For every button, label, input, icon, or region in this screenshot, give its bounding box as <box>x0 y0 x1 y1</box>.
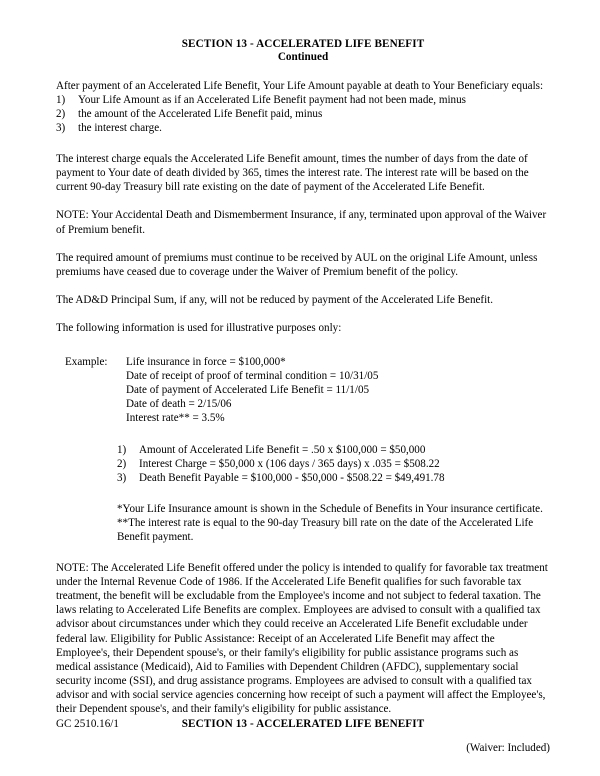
list-item <box>117 443 550 457</box>
example-line: Interest rate** = 3.5% <box>126 412 225 425</box>
spacer <box>56 135 550 152</box>
list-item <box>56 93 550 107</box>
page-footer <box>56 718 550 754</box>
list-item-text: Your Life Amount as if an Accelerated Life Benefit payment had not been made, minus <box>78 93 466 106</box>
page-header <box>56 38 550 65</box>
list-item-text: the amount of the Accelerated Life Benefit paid, minus <box>78 108 323 120</box>
intro-list <box>56 93 550 135</box>
list-item-text: Death Benefit Payable = $100,000 - $50,000 - $508.22 = $49,491.78 <box>139 471 445 484</box>
example-line: Date of death = 2/15/06 <box>126 398 232 411</box>
intro-paragraph: After payment of an Accelerated Life Benefit, Your Life Amount payable at death to Your Beneficiary equals: <box>56 79 544 92</box>
illustrative-intro-paragraph: The following information is used for illustrative purposes only: <box>56 321 342 334</box>
example-label: Example: <box>65 356 108 369</box>
list-item-text: Amount of Accelerated Life Benefit = .50 x $100,000 = $50,000 <box>139 443 426 456</box>
footer-main-row <box>56 718 550 733</box>
list-marker: 1) <box>56 93 66 106</box>
example-footnotes <box>117 502 550 544</box>
example-block <box>65 355 550 425</box>
list-item-text: the interest charge. <box>78 122 162 135</box>
spacer <box>56 485 550 502</box>
list-item <box>117 457 550 471</box>
list-marker: 1) <box>117 443 127 456</box>
example-line: Date of payment of Accelerated Life Benefit = 11/1/05 <box>126 384 370 397</box>
calculation-list <box>117 443 550 485</box>
addd-principal-sum-paragraph: The AD&D Principal Sum, if any, will not be reduced by payment of the Accelerated Life Benefit. <box>56 293 494 306</box>
spacer <box>56 279 550 293</box>
premium-paragraph: The required amount of premiums must continue to be received by AUL on the original Life Amount, unless premiums have ceased due to coverage under the Waiver of Premium benefit of the policy. <box>56 251 538 278</box>
list-marker: 3) <box>117 471 127 484</box>
spacer <box>56 237 550 251</box>
spacer <box>56 194 550 208</box>
spacer <box>56 335 550 355</box>
list-marker: 3) <box>56 122 66 135</box>
page-title: SECTION 13 - ACCELERATED LIFE BENEFIT <box>181 38 425 50</box>
form-number: GC 2510.16/1 <box>56 718 119 730</box>
list-item <box>117 471 550 485</box>
footnote-double-asterisk: **The interest rate is equal to the 90-day Treasury bill rate on the date of the Accelerated Life Benefit payment. <box>117 516 534 543</box>
list-item <box>56 121 550 135</box>
page-subtitle: Continued <box>277 51 329 64</box>
spacer <box>56 544 550 561</box>
example-values <box>126 355 550 425</box>
list-marker: 2) <box>56 108 66 120</box>
list-item-text: Interest Charge = $50,000 x (106 days / 365 days) x .035 = $508.22 <box>139 457 440 470</box>
spacer <box>56 307 550 321</box>
example-line: Date of receipt of proof of terminal condition = 10/31/05 <box>126 370 379 383</box>
footnote-single-asterisk: *Your Life Insurance amount is shown in the Schedule of Benefits in Your insurance certificate. <box>117 502 543 515</box>
spacer <box>56 426 550 443</box>
example-line: Life insurance in force = $100,000* <box>126 356 286 369</box>
footer-section-title: SECTION 13 - ACCELERATED LIFE BENEFIT <box>181 718 425 730</box>
list-marker: 2) <box>117 457 127 470</box>
add-note-paragraph: NOTE: Your Accidental Death and Dismemberment Insurance, if any, terminated upon approval of the Waiver of Premium benefit. <box>56 209 547 236</box>
interest-charge-paragraph: The interest charge equals the Accelerated Life Benefit amount, times the number of days from the date of payment to Your date of death divided by 365, times the interest rate. The interest rate will be based on the current 90-day Treasury bill rate existing on the date of payment of the Accelerated Life Benefit. <box>56 153 529 194</box>
list-item <box>56 107 550 121</box>
tax-treatment-note: NOTE: The Accelerated Life Benefit offered under the policy is intended to qualify for favorable tax treatment under the Internal Revenue Code of 1986. If the Accelerated Life Benefit qualifies for such favorable tax treatment, the benefit will be excludable from the Employee's income and not subject to federal taxation. The laws relating to Accelerated Life Benefits are complex. Employees are advised to consult with a qualified tax advisor about circumstances under which they could receive an Accelerated Life Benefit excludable under federal law. Eligibility for Public Assistance: Receipt of an Accelerated Life Benefit may affect the Employee's, their Dependent spouse's, or their family's eligibility for public assistance programs such as medical assistance (Medicaid), Aid to Families with Dependent Children (AFDC), supplementary social security income (SSI), and drug assistance programs. Employees are advised to consult with a qualified tax advisor and with social service agencies concerning how receipt of such a payment will affect the Employee's, their Dependent spouse's, and their family's eligibility for public assistance. <box>56 562 548 715</box>
waiver-note: (Waiver: Included) <box>466 742 550 754</box>
